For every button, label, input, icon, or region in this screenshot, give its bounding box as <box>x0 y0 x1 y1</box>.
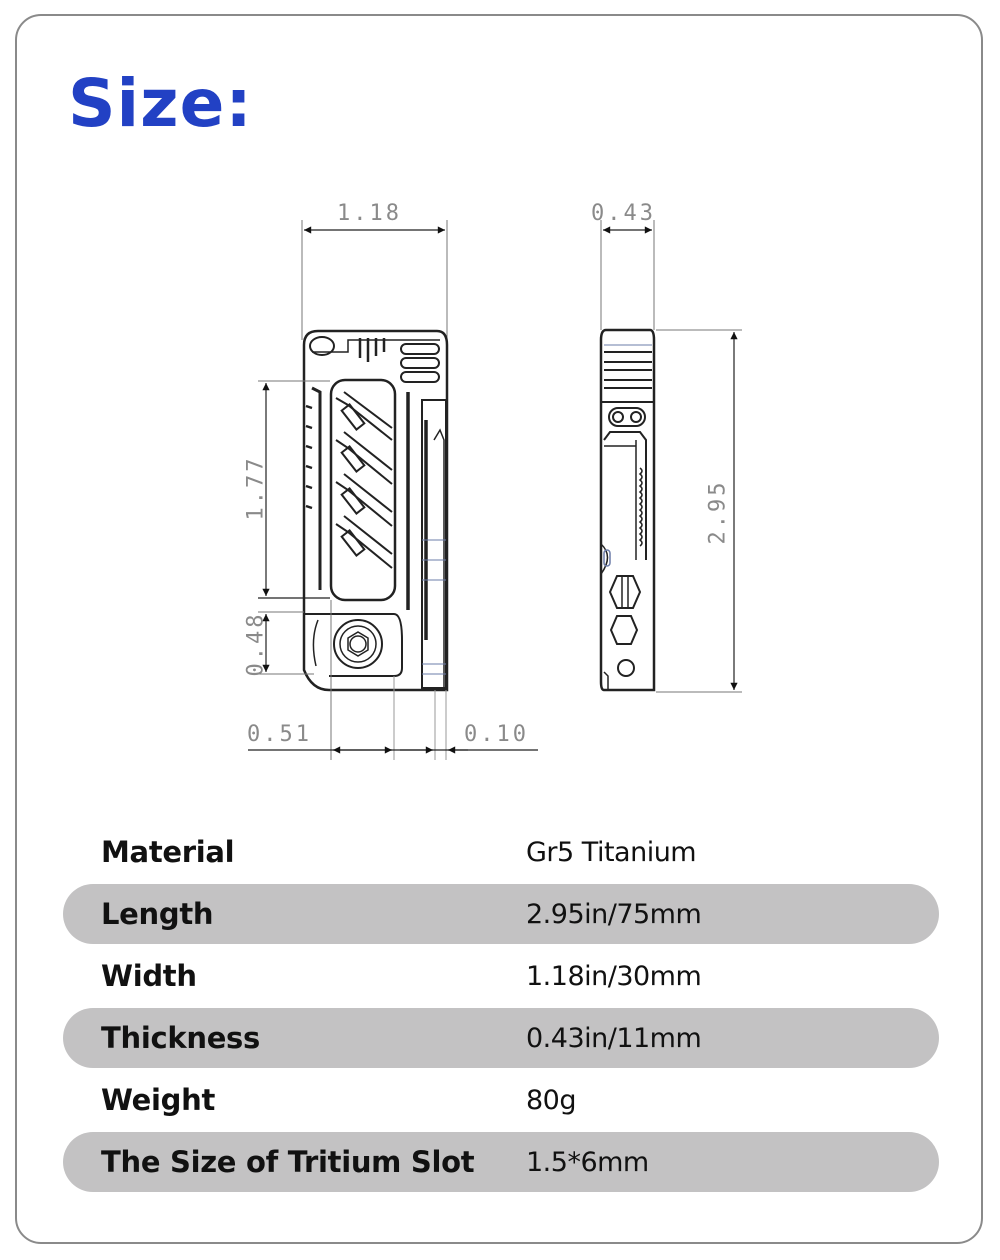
spec-row-length <box>63 884 939 944</box>
spec-label: Length <box>101 897 214 931</box>
spec-row-weight <box>63 1070 939 1130</box>
spec-label: The Size of Tritium Slot <box>101 1145 475 1179</box>
spec-row-width <box>63 946 939 1006</box>
spec-value: 1.5*6mm <box>526 1146 649 1178</box>
spec-label: Thickness <box>101 1021 260 1055</box>
spec-value: Gr5 Titanium <box>526 836 697 868</box>
spec-value: 0.43in/11mm <box>526 1022 702 1054</box>
dimension-drawing <box>0 190 1000 790</box>
spec-label: Weight <box>101 1083 216 1117</box>
dim-bottom-section-label: 0.48 <box>243 611 269 677</box>
front-view <box>248 220 538 760</box>
spec-value: 2.95in/75mm <box>526 898 702 930</box>
spec-value: 1.18in/30mm <box>526 960 702 992</box>
spec-label: Width <box>101 959 197 993</box>
dim-length-label: 2.95 <box>705 479 731 545</box>
spec-label: Material <box>101 835 235 869</box>
dim-bit-section-label: 1.77 <box>243 455 269 521</box>
dim-right-offset-label: 0.10 <box>464 722 529 747</box>
dim-thickness-label: 0.43 <box>591 201 656 226</box>
spec-row-tritium-slot <box>63 1132 939 1192</box>
spec-row-thickness <box>63 1008 939 1068</box>
page-title: Size: <box>68 65 253 142</box>
side-view <box>601 220 742 692</box>
spec-table <box>63 822 939 1194</box>
dim-width-label: 1.18 <box>337 201 402 226</box>
spec-row-material <box>63 822 939 882</box>
dim-left-offset-label: 0.51 <box>247 722 312 747</box>
spec-value: 80g <box>526 1084 576 1116</box>
technical-drawing <box>0 190 1000 790</box>
